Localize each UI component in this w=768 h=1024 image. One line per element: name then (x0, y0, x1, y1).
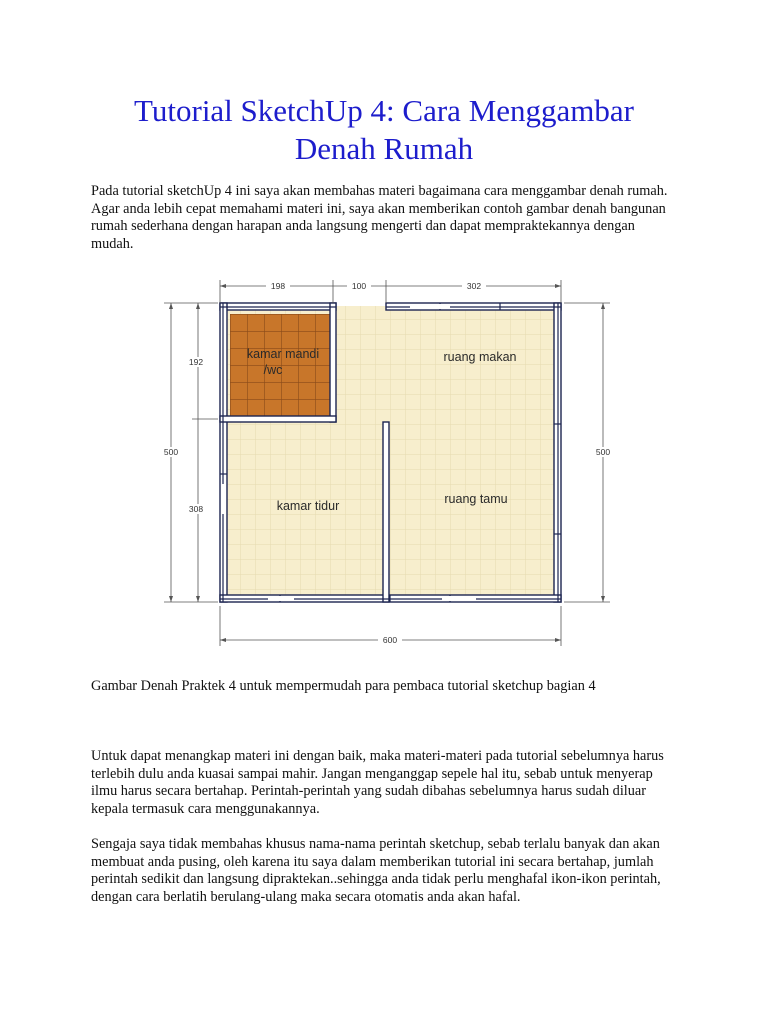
dim-top-left: 198 (270, 281, 286, 291)
dim-left-lower: 308 (188, 504, 204, 514)
dim-top-right: 302 (466, 281, 482, 291)
dim-top-mid: 100 (351, 281, 367, 291)
dim-bottom-total: 600 (382, 635, 398, 645)
room-label-bedroom: kamar tidur (276, 499, 340, 513)
body-paragraph-3: Sengaja saya tidak membahas khusus nama-nama perintah sketchup, sebab terlalu banyak dan akan membuat anda pusing, oleh karena itu saya dalam memberikan tutorial ini secara bertahap, jumlah perintah sedikit dan langsung dipraktekan..sehingga anda tidak perlu menghafal ikon-ikon perintah, dengan cara berlatih berulang-ulang maka secara otomatis anda akan hafal. (91, 836, 661, 905)
room-label-living: ruang tamu (444, 492, 508, 506)
page-title (100, 92, 668, 168)
title-line-1: Tutorial SketchUp 4: Cara Menggambar (134, 93, 634, 128)
dim-left-upper: 192 (188, 357, 204, 367)
intro-paragraph: Pada tutorial sketchUp 4 ini saya akan membahas materi bagaimana cara menggambar denah rumah. Agar anda lebih cepat memahami materi ini, saya akan memberikan contoh gambar denah bangunan rumah sederhana dengan harapan anda langsung mengerti dan dapat mempraktekannya dengan mudah. (91, 183, 668, 252)
title-line-2: Denah Rumah (294, 131, 474, 166)
dim-right-total: 500 (595, 447, 611, 457)
floor-plan-figure (150, 274, 618, 654)
body-paragraph-2: Untuk dapat menangkap materi ini dengan baik, maka materi-materi pada tutorial sebelumnya harus terlebih dulu anda kuasai sampai mahir. Jangan menganggap sepele hal itu, sebab untuk menyerap ilmu harus secara bertahap. Perintah-perintah yang sudah dibahas sebelumnya harus sudah diluar kepala termasuk cara menggunakannya. (91, 748, 664, 817)
figure-caption: Gambar Denah Praktek 4 untuk mempermudah para pembaca tutorial sketchup bagian 4 (91, 678, 596, 694)
room-label-bathroom-1: kamar mandi (246, 347, 320, 361)
dim-left-total: 500 (163, 447, 179, 457)
room-label-dining: ruang makan (443, 350, 517, 364)
room-label-bathroom-2: /wc (263, 363, 283, 377)
